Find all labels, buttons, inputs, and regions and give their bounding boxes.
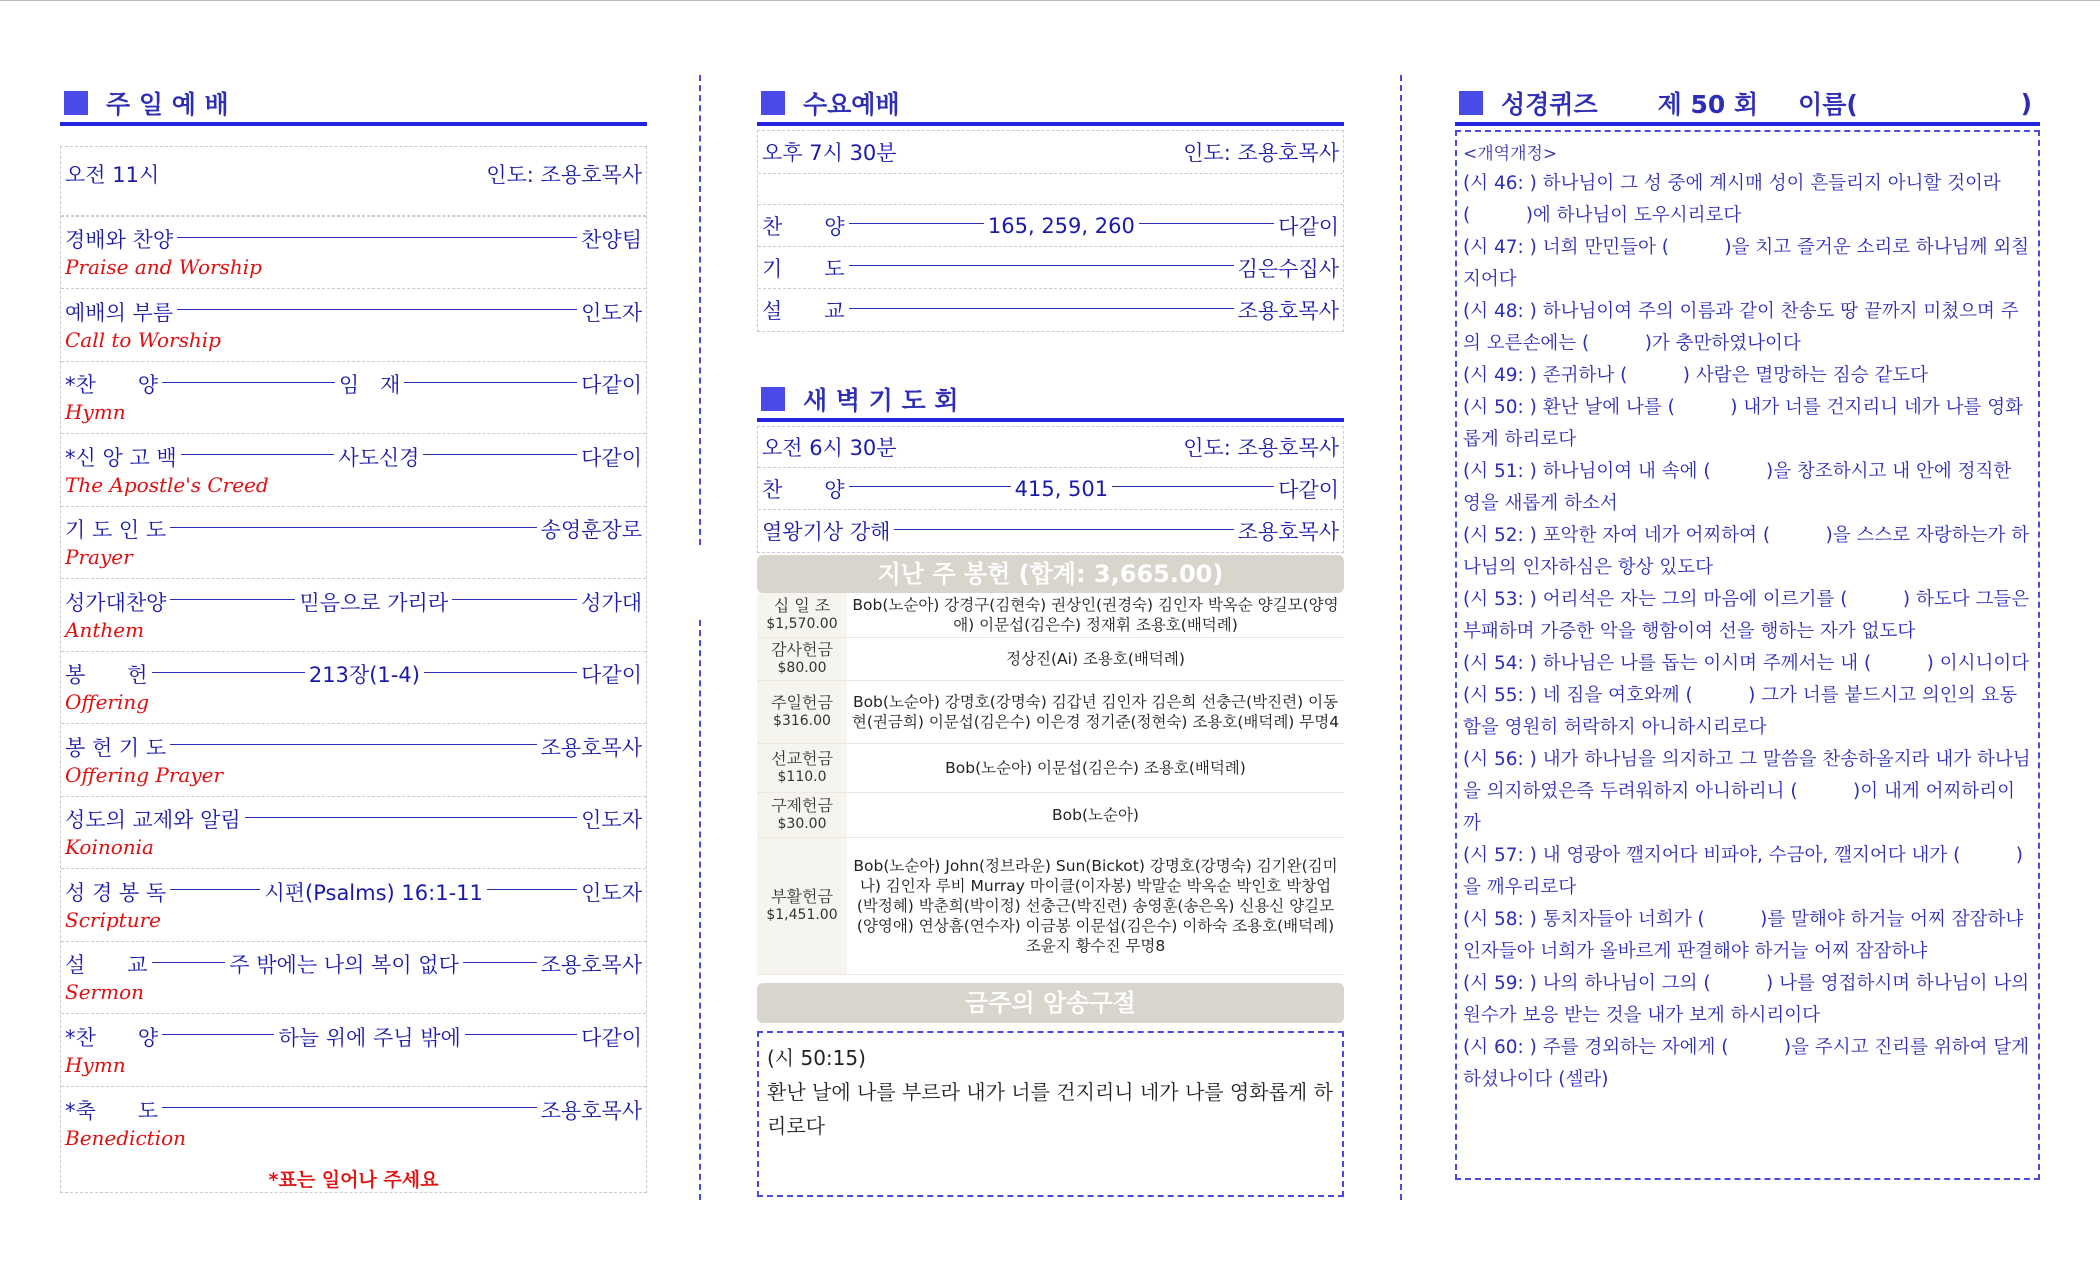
item-name: *찬 양: [65, 1025, 159, 1050]
bible-quiz-column: [1455, 84, 2040, 1180]
item-detail: 하늘 위에 주님 밖에: [278, 1025, 461, 1050]
leader-line: [170, 744, 536, 745]
quiz-question: (시 56: ) 내가 하나님을 의지하고 그 말씀을 찬송하올지라 내가 하나님을 의지하였은즉 두려워하지 아니하리니 ( )이 내게 어찌하리이까: [1463, 749, 2031, 834]
item-person: 조용호목사: [540, 735, 642, 760]
program-row: [61, 1087, 646, 1160]
item-name: 경배와 찬양: [65, 228, 174, 253]
program-row: [61, 942, 646, 1015]
wednesday-header: [757, 84, 1344, 126]
english-label: Koinonia: [65, 835, 154, 860]
offering-type-cell: [757, 681, 847, 743]
column-separator-2: [1400, 75, 1402, 1200]
program-row: [758, 289, 1343, 331]
translation-label: <개역개정>: [1463, 144, 1558, 164]
item-person: 조용호목사: [1237, 520, 1339, 544]
english-label: Offering: [65, 690, 150, 715]
program-row: [758, 247, 1343, 289]
quiz-question: (시 58: ) 통치자들아 너희가 ( )를 말해야 하거늘 어찌 잠잠하냐 인자들아 너희가 올바르게 판결해야 하거늘 어찌 잠잠하냐: [1463, 909, 2024, 962]
item-person: 다같이: [581, 1025, 643, 1050]
offering-row: [757, 793, 1344, 838]
leader-line: [465, 1034, 577, 1035]
leader-line: [162, 1107, 536, 1108]
memory-verse-box: [757, 1031, 1344, 1197]
sunday-program: [60, 146, 647, 1193]
item-detail: 415, 501: [1014, 476, 1109, 501]
column-separator-1b: [699, 620, 701, 1200]
item-name: 설 교: [762, 299, 845, 323]
leader-line: [1139, 223, 1274, 224]
offering-table: [757, 593, 1344, 975]
leader-line: [463, 962, 537, 963]
dawn-items: [758, 468, 1343, 552]
service-time: 오후 7시 30분: [762, 141, 897, 165]
item-name: 열왕기상 강해: [762, 520, 891, 544]
item-person: 다같이: [581, 663, 642, 688]
leader-line: [162, 382, 335, 383]
section-title: 새 벽 기 도 회: [803, 386, 959, 415]
item-detail: 믿음으로 가리라: [299, 590, 449, 615]
program-row: [61, 362, 646, 435]
english-label: The Apostle's Creed: [65, 472, 269, 497]
quiz-question: (시 50: ) 환난 날에 나를 ( ) 내가 너를 건지리니 네가 나를 영화롭게 하리로다: [1463, 397, 2024, 450]
offering-names: Bob(노순아): [847, 793, 1344, 837]
square-bullet-icon: [761, 387, 785, 411]
leader-line: [424, 672, 577, 673]
offering-header: 지난 주 봉헌 (합계: 3,665.00): [757, 555, 1344, 593]
item-person: 다같이: [1278, 477, 1340, 502]
item-person: 인도자: [581, 808, 642, 833]
item-name: *축 도: [65, 1098, 159, 1123]
program-row: [758, 205, 1343, 247]
offering-type: 구제헌금: [771, 796, 833, 815]
item-name: 예배의 부름: [65, 300, 174, 325]
leader-line: [849, 223, 984, 224]
item-name: *찬 양: [65, 373, 159, 398]
offering-names: Bob(노순아) 이문섭(김은수) 조용호(배덕례): [847, 744, 1344, 792]
quiz-question: (시 59: ) 나의 하나님이 그의 ( ) 나를 영접하시며 하나님이 나의 원수가 보응 받는 것을 내가 보게 하시리이다: [1463, 973, 2030, 1026]
item-name: *신 앙 고 백: [65, 445, 177, 470]
leader-line: [452, 599, 577, 600]
leader-line: [162, 1034, 274, 1035]
leader-line: [170, 599, 295, 600]
english-label: Sermon: [65, 980, 144, 1005]
time-row: [758, 131, 1343, 174]
service-time: 오전 11시: [65, 163, 160, 187]
item-detail: 사도신경: [338, 445, 420, 470]
offering-amount: $110.0: [777, 769, 827, 785]
leader-line: [404, 382, 577, 383]
offering-names: Bob(노순아) 강명호(강명숙) 김갑년 김인자 김은희 선충근(박진련) 이동현(권금희) 이문섭(김은수) 이은경 정기준(정현숙) 조용호(배덕례) 무명4: [847, 681, 1344, 743]
program-row: [61, 289, 646, 362]
service-time: 오전 6시 30분: [762, 436, 897, 460]
item-person: 다같이: [581, 373, 643, 398]
column-separator-1: [699, 75, 701, 545]
quiz-question: (시 46: ) 하나님이 그 성 중에 계시매 성이 흔들리지 아니할 것이라 ( )에 하나님이 도우시리로다: [1463, 173, 2001, 226]
program-row: [61, 217, 646, 290]
leader-line: [894, 529, 1233, 530]
service-leader: 인도: 조용호목사: [1183, 436, 1339, 460]
offering-type: 감사헌금: [771, 640, 833, 659]
offering-type: 선교헌금: [771, 749, 833, 768]
item-name: 성가대찬양: [65, 590, 167, 615]
item-person: 성가대: [581, 590, 643, 615]
english-label: Anthem: [65, 617, 145, 642]
sunday-service-column: [60, 84, 647, 1193]
item-person: 인도자: [581, 300, 642, 325]
offering-row: [757, 593, 1344, 638]
program-row: [61, 652, 646, 725]
item-detail: 주 밖에는 나의 복이 없다: [229, 953, 459, 978]
english-label: Scripture: [65, 907, 161, 932]
program-row: [61, 434, 646, 507]
quiz-round: 제 50 회: [1657, 90, 1759, 119]
quiz-question: (시 54: ) 하나님은 나를 돕는 이시며 주께서는 내 ( ) 이시니이다: [1463, 653, 2030, 674]
program-row: [61, 1014, 646, 1087]
square-bullet-icon: [761, 91, 785, 115]
leader-line: [849, 486, 1011, 487]
offering-type-cell: [757, 838, 847, 974]
offering-amount: $30.00: [777, 816, 827, 832]
item-name: 봉 헌 기 도: [65, 735, 167, 760]
item-person: 김은수집사: [1237, 256, 1339, 281]
offering-names: Bob(노순아) 강경구(김현숙) 권상인(권경숙) 김인자 박옥순 양길모(양영애) 이문섭(김은수) 정재휘 조용호(배덕례): [847, 593, 1344, 637]
time-row: [61, 147, 646, 216]
item-name: 찬 양: [762, 214, 845, 239]
offering-type-cell: [757, 744, 847, 792]
quiz-question: (시 57: ) 내 영광아 깰지어다 비파야, 수금아, 깰지어다 내가 ( )을 깨우리로다: [1463, 845, 2024, 898]
wednesday-items: [758, 205, 1343, 331]
item-person: 다같이: [581, 445, 642, 470]
item-name: 찬 양: [762, 477, 845, 502]
name-close: ): [2020, 88, 2032, 118]
quiz-question: (시 60: ) 주를 경외하는 자에게 ( )을 주시고 진리를 위하여 달게 하셨나이다 (셀라): [1463, 1037, 2030, 1090]
offering-row: [757, 681, 1344, 744]
time-row: [758, 427, 1343, 468]
program-row: [61, 724, 646, 797]
item-detail: 임 재: [338, 373, 401, 398]
leader-line: [245, 817, 578, 818]
section-title: 주 일 예 배: [106, 90, 229, 119]
item-name: 성 경 봉 독: [65, 880, 167, 905]
middle-column: [757, 84, 1344, 1197]
wednesday-program: [757, 130, 1344, 332]
offering-row: [757, 838, 1344, 975]
program-row: [61, 507, 646, 580]
memory-verse-header: 금주의 암송구절: [757, 983, 1344, 1023]
item-person: 조용호목사: [540, 1098, 642, 1123]
quiz-question: (시 52: ) 포악한 자여 네가 어찌하여 ( )을 스스로 자랑하는가 하나님의 인자하심은 항상 있도다: [1463, 525, 2030, 578]
item-detail: 213장(1-4): [308, 663, 420, 688]
quiz-header: [1455, 84, 2040, 126]
item-person: 조용호목사: [540, 953, 643, 978]
dawn-prayer-header: [757, 380, 1344, 422]
item-name: 기 도 인 도: [65, 518, 167, 543]
english-label: Benediction: [65, 1125, 187, 1150]
english-label: Call to Worship: [65, 327, 221, 352]
offering-row: [757, 744, 1344, 793]
offering-amount: $80.00: [777, 660, 827, 676]
offering-type: 십 일 조: [773, 596, 831, 615]
offering-names: 정상진(Ai) 조용호(배덕례): [847, 638, 1344, 680]
quiz-question: (시 48: ) 하나님이여 주의 이름과 같이 찬송도 땅 끝까지 미쳤으며 주의 오른손에는 ( )가 충만하였나이다: [1463, 301, 2019, 354]
item-person: 인도자: [581, 880, 642, 905]
item-detail: 165, 259, 260: [987, 213, 1135, 238]
program-row: [758, 468, 1343, 510]
quiz-question: (시 47: ) 너희 만민들아 ( )을 치고 즐거운 소리로 하나님께 외칠지어다: [1463, 237, 2030, 290]
name-label: 이름(: [1798, 90, 1858, 119]
program-row: [61, 869, 646, 942]
quiz-items: [1463, 168, 2032, 1096]
leader-line: [152, 962, 226, 963]
leader-line: [849, 308, 1234, 309]
memory-verse-text: 환난 날에 나를 부르라 내가 너를 건지리니 네가 나를 영화롭게 하리로다: [767, 1080, 1333, 1138]
leader-line: [177, 309, 577, 310]
item-person: 찬양팀: [581, 228, 642, 253]
offering-type: 부활헌금: [771, 887, 833, 906]
offering-type-cell: [757, 793, 847, 837]
english-label: Prayer: [65, 545, 133, 570]
program-row: [758, 510, 1343, 552]
memory-verse-ref: (시 50:15): [767, 1046, 866, 1070]
top-border: [0, 0, 2100, 1]
leader-line: [152, 672, 305, 673]
square-bullet-icon: [64, 91, 88, 115]
english-label: Hymn: [65, 400, 126, 425]
quiz-question: (시 53: ) 어리석은 자는 그의 마음에 이르기를 ( ) 하도다 그들은 부패하며 가증한 악을 행함이여 선을 행하는 자가 없도다: [1463, 589, 2030, 642]
leader-line: [170, 889, 260, 890]
item-person: 다같이: [1278, 214, 1340, 239]
program-row: [61, 579, 646, 652]
item-person: 조용호목사: [1237, 299, 1339, 323]
leader-line: [177, 237, 577, 238]
leader-line: [181, 454, 335, 455]
item-detail: 시편(Psalms) 16:1-11: [264, 880, 483, 905]
leader-line: [170, 527, 536, 528]
quiz-question: (시 55: ) 네 짐을 여호와께 ( ) 그가 너를 붙드시고 의인의 요동함을 영원히 허락하지 아니하시리로다: [1463, 685, 2018, 738]
offering-row: [757, 638, 1344, 681]
leader-line: [1112, 486, 1274, 487]
square-bullet-icon: [1459, 91, 1483, 115]
section-title: 수요예배: [803, 90, 900, 119]
english-label: Offering Prayer: [65, 762, 224, 787]
item-name: 성도의 교제와 알림: [65, 808, 241, 833]
leader-line: [423, 454, 577, 455]
offering-type-cell: [757, 638, 847, 680]
offering-type: 주일헌금: [771, 693, 833, 712]
leader-line: [849, 265, 1234, 266]
offering-amount: $316.00: [773, 713, 831, 729]
item-name: 봉 헌: [65, 663, 148, 688]
item-person: 송영훈장로: [540, 518, 642, 543]
quiz-question: (시 51: ) 하나님이여 내 속에 ( )을 창조하시고 내 안에 정직한 영을 새롭게 하소서: [1463, 461, 2012, 514]
offering-amount: $1,570.00: [766, 616, 838, 632]
english-label: Praise and Worship: [65, 255, 262, 280]
dawn-program: [757, 426, 1344, 553]
quiz-box: [1455, 130, 2040, 1180]
quiz-title: 성경퀴즈: [1501, 90, 1598, 119]
offering-amount: $1,451.00: [766, 907, 838, 923]
offering-names: Bob(노순아) John(정브라운) Sun(Bickot) 강명호(강명숙) 김기완(김미나) 김인자 루비 Murray 마이클(이자봉) 박말순 박옥순 박인호 박창업(박정혜) 박춘희(박이정) 선충근(박진련) 송영훈(송은옥) 신용신 양길모(양영애) 연상흠(연수자) 이금봉 이문섭(김은수) 이하숙 조용호(배덕례) 조윤지 황수진 무명8: [847, 838, 1344, 974]
leader-line: [487, 889, 577, 890]
program-items: [61, 217, 646, 1160]
blank-row: [758, 174, 1343, 205]
sunday-service-header: [60, 84, 647, 126]
english-label: Hymn: [65, 1052, 126, 1077]
item-name: 기 도: [762, 256, 845, 281]
standing-notice: *표는 일어나 주세요: [268, 1169, 439, 1191]
quiz-question: (시 49: ) 존귀하나 ( ) 사람은 멸망하는 짐승 같도다: [1463, 365, 1928, 386]
service-leader: 인도: 조용호목사: [486, 163, 642, 187]
program-row: [61, 797, 646, 870]
item-name: 설 교: [65, 953, 148, 978]
service-leader: 인도: 조용호목사: [1183, 141, 1339, 165]
offering-type-cell: [757, 593, 847, 637]
